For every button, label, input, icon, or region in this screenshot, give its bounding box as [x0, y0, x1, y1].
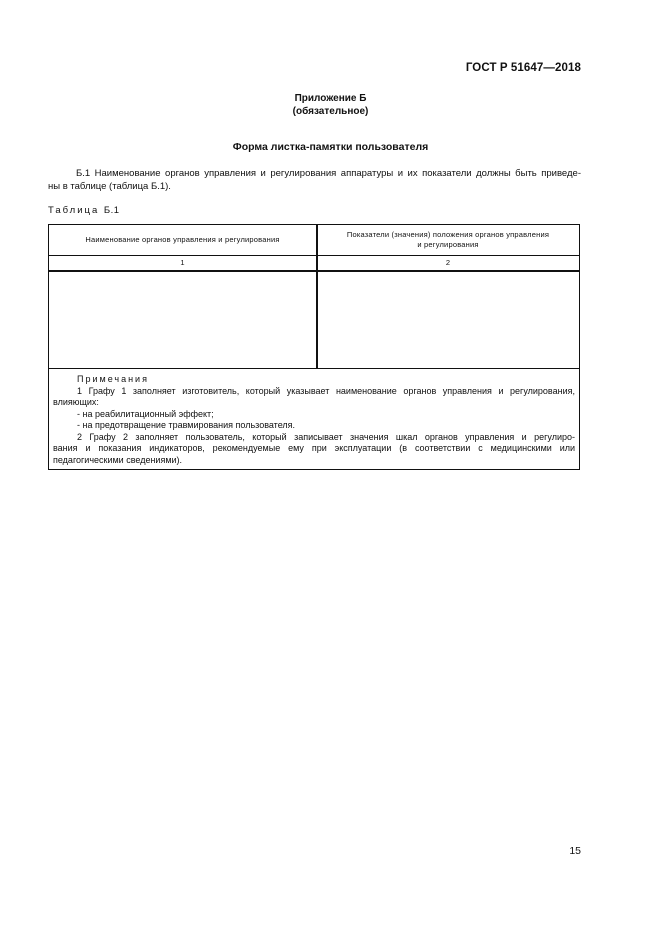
intro-line-1: Б.1 Наименование органов управления и регулирования аппаратуры и их показатели должны быть приведе- — [76, 168, 581, 179]
column-2-header — [317, 230, 579, 250]
column-2-header-line-1: Показатели (значения) положения органов управления — [346, 230, 550, 239]
note-1-line-1: 1 Графу 1 заполняет изготовитель, который указывает наименование органов управления и регулирования, — [77, 385, 575, 396]
appendix-subtitle: (обязательное) — [292, 106, 369, 117]
table-b1 — [48, 224, 580, 470]
header-divider — [49, 255, 579, 256]
column-2-header-line-2: и регулирования — [417, 240, 479, 249]
body-bottom-divider — [49, 368, 579, 369]
appendix-heading — [0, 92, 661, 118]
document-standard-number: ГОСТ Р 51647—2018 — [465, 62, 581, 74]
form-title: Форма листка-памятки пользователя — [232, 141, 429, 153]
note-1-bullet-1: - на реабилитационный эффект; — [77, 408, 214, 419]
note-2-line-3: педагогическими сведениями). — [53, 454, 183, 465]
note-2-line-1: 2 Графу 2 заполняет пользователь, который записывает значения шкал органов управления и регулиро- — [77, 431, 575, 442]
note-1-bullet-2: - на предотвращение травмирования пользователя. — [77, 420, 296, 430]
notes-title: Примечания — [77, 374, 149, 384]
column-2-number: 2 — [445, 258, 451, 267]
table-notes — [49, 370, 579, 466]
intro-line-2: ны в таблице (таблица Б.1). — [48, 181, 171, 192]
table-caption-number: Б.1 — [103, 205, 120, 216]
appendix-title: Приложение Б — [294, 93, 367, 104]
column-1-number: 1 — [180, 258, 185, 267]
number-row-divider — [49, 270, 579, 272]
table-caption-word: Таблица — [48, 205, 100, 216]
column-1-header: Наименование органов управления и регулирования — [85, 235, 280, 244]
page-number: 15 — [569, 845, 581, 857]
intro-paragraph — [48, 167, 581, 193]
table-caption — [48, 205, 120, 216]
note-2-line-2: вания и показания индикаторов, рекомендуемые ему при эксплуатации (в соответствии с медицинскими или — [53, 443, 575, 453]
note-1-line-2: влияющих: — [53, 397, 99, 407]
